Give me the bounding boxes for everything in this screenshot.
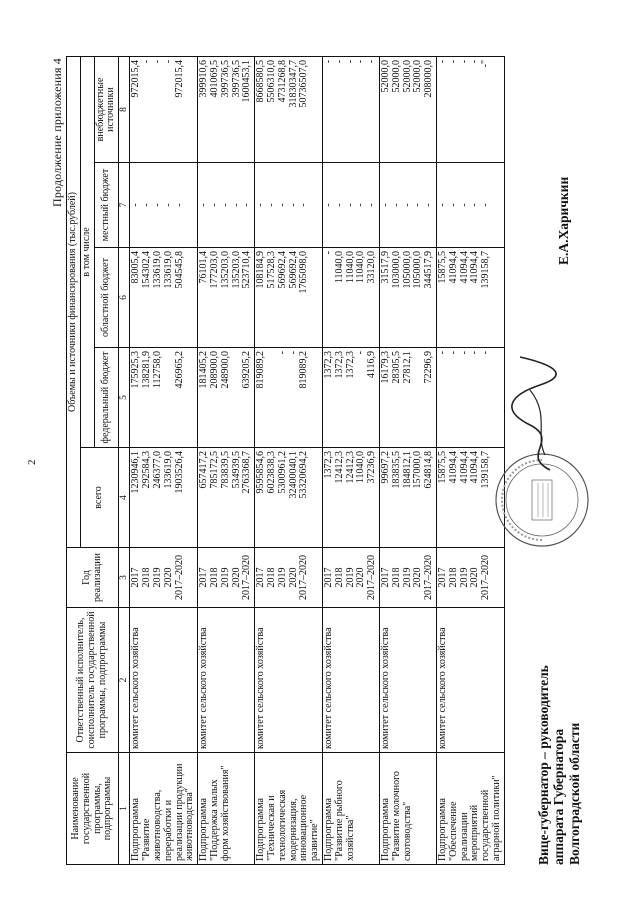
cell-value: 16179,3 xyxy=(379,351,391,384)
header-total: всего xyxy=(80,448,118,548)
total-values xyxy=(379,448,436,548)
cell-value: 2017 xyxy=(130,567,142,588)
cell-value: 33120,0 xyxy=(366,251,378,284)
cell-value: 2020 xyxy=(162,567,174,588)
signature-title-line: Вице-губернатор – руководитель xyxy=(536,665,551,865)
extrabudget-values xyxy=(198,56,255,162)
cell-value: 2018 xyxy=(266,567,277,588)
cell-value: 72296,9 xyxy=(423,351,435,384)
cell-value: 139158,7 xyxy=(480,251,492,289)
year-values xyxy=(322,548,379,608)
cell-value: 177203,0 xyxy=(209,251,221,289)
cell-value: 112758,0 xyxy=(152,351,164,389)
executor-name: комитет сельского хозяйства xyxy=(198,608,255,753)
subprogram-row xyxy=(379,56,436,864)
col-number: 1 xyxy=(119,753,130,865)
cell-value: 53320694,2 xyxy=(298,451,310,499)
cell-value: - xyxy=(241,203,253,207)
cell-value: 15875,5 xyxy=(436,251,448,284)
cell-value: 2017–2020 xyxy=(298,555,310,600)
signature-block xyxy=(536,665,582,865)
cell-value: 50736507,0 xyxy=(298,59,310,108)
cell-value: - xyxy=(322,59,334,64)
funding-table xyxy=(66,56,505,865)
cell-value: - xyxy=(469,351,481,355)
regional-values xyxy=(322,248,379,348)
cell-value: 2019 xyxy=(344,567,356,588)
regional-values xyxy=(198,248,255,348)
cell-value: 1372,3 xyxy=(322,451,334,479)
total-values xyxy=(255,448,323,548)
federal-values xyxy=(436,348,504,448)
cell-value: 624814,8 xyxy=(423,451,435,489)
cell-value: 41094,4 xyxy=(447,451,459,484)
cell-value: - xyxy=(447,59,459,64)
cell-value: 12412,3 xyxy=(333,451,345,484)
col-number: 5 xyxy=(119,348,130,448)
cell-value: 135203,0 xyxy=(219,251,231,289)
cell-value: 569692,4 xyxy=(276,251,288,289)
cell-value: - xyxy=(355,59,367,64)
subprogram-name: Подпрограмма "Обеспечение реализации мероприятий государственной аграрной политики" xyxy=(436,753,504,865)
executor-name: комитет сельского хозяйства xyxy=(255,608,323,753)
cell-value: 2017 xyxy=(379,567,391,588)
cell-value: 2017–2020 xyxy=(423,555,435,600)
cell-value: 31830347,7 xyxy=(287,59,299,108)
cell-value: 1903526,4 xyxy=(173,451,185,494)
cell-value: - xyxy=(287,351,299,355)
cell-value: 2017 xyxy=(322,567,334,588)
cell-value: - xyxy=(230,203,242,207)
cell-value: 401069,5 xyxy=(209,59,221,98)
cell-value: 1372,3 xyxy=(344,351,356,379)
cell-value: 108184,9 xyxy=(255,251,267,289)
cell-value: 11040,0 xyxy=(344,251,356,284)
cell-value: - xyxy=(209,203,221,207)
cell-value xyxy=(267,351,278,444)
cell-value xyxy=(164,351,175,444)
cell-value: 15875,5 xyxy=(436,451,448,484)
cell-value: 2763368,7 xyxy=(241,451,253,494)
cell-value: 517528,3 xyxy=(266,251,277,289)
cell-value: 208900,0 xyxy=(209,351,221,389)
cell-value: 37236,9 xyxy=(366,451,378,484)
local-values xyxy=(379,163,436,248)
subprogram-row xyxy=(130,56,198,864)
cell-value: - xyxy=(162,203,174,207)
signature-title-line: Волгоградской области xyxy=(566,722,582,865)
year-values xyxy=(255,548,323,608)
cell-value: 12412,3 xyxy=(344,451,356,484)
cell-value: 208000,0 xyxy=(423,59,435,98)
cell-value: 246377,0 xyxy=(152,451,164,489)
cell-value: - xyxy=(333,203,345,207)
cell-value: 133619,0 xyxy=(162,251,174,289)
cell-value: 657417,2 xyxy=(198,451,210,489)
cell-value: 2017–2020 xyxy=(173,555,185,600)
cell-value: 399736,5 xyxy=(230,59,242,98)
signature-title-line: аппарата Губернатора xyxy=(551,728,567,865)
cell-value: 133619,0 xyxy=(152,251,164,289)
cell-value: - xyxy=(198,203,210,207)
cell-value: - xyxy=(458,203,470,207)
extrabudget-values xyxy=(379,56,436,162)
cell-value: - xyxy=(458,59,470,64)
extrabudget-values xyxy=(130,56,198,162)
regional-values xyxy=(130,248,198,348)
cell-value: 504545,8 xyxy=(173,251,185,289)
col-number: 8 xyxy=(119,56,130,162)
local-values xyxy=(255,163,323,248)
cell-value: 135203,0 xyxy=(230,251,242,289)
page-number: 2 xyxy=(26,459,38,465)
cell-value: - xyxy=(322,203,334,207)
handwritten-signature xyxy=(500,355,570,475)
cell-value: 2020 xyxy=(469,567,481,588)
cell-value: - xyxy=(480,203,492,207)
cell-value: 28305,5 xyxy=(390,351,402,384)
cell-value: 2017–2020 xyxy=(366,555,378,600)
year-values xyxy=(198,548,255,608)
cell-value: - xyxy=(469,59,481,64)
cell-value: - xyxy=(423,203,435,207)
executor-name: комитет сельского хозяйства xyxy=(379,608,436,753)
extrabudget-values xyxy=(436,56,504,162)
cell-value: 292584,3 xyxy=(141,451,153,489)
cell-value: 2017 xyxy=(198,567,210,588)
header-extrabudget: внебюджетные источники xyxy=(94,56,119,162)
cell-value: 5506310,0 xyxy=(266,59,277,103)
cell-value: 2018 xyxy=(333,567,345,588)
cell-value: - xyxy=(152,59,164,64)
cell-value: 2019 xyxy=(152,567,164,588)
cell-value: 4116,9 xyxy=(366,351,378,379)
cell-value: 2017 xyxy=(255,567,267,588)
cell-value: 344517,9 xyxy=(423,251,435,289)
cell-value: 52000,0 xyxy=(379,59,391,93)
cell-value: 783839,5 xyxy=(219,451,231,489)
total-values xyxy=(198,448,255,548)
header-year: Год реализации xyxy=(67,548,119,608)
cell-value: - xyxy=(366,203,378,207)
cell-value: 11040,0 xyxy=(333,251,345,284)
subprogram-name: Подпрограмма "Развитие рыбного хозяйства" xyxy=(322,753,379,865)
subprogram-row xyxy=(322,56,379,864)
cell-value: 4731268,8 xyxy=(276,59,288,103)
cell-value: 181405,2 xyxy=(198,351,210,389)
cell-value: 1600453,1 xyxy=(241,59,253,103)
col-number: 4 xyxy=(119,448,130,548)
cell-value: - xyxy=(436,203,448,207)
regional-values xyxy=(255,248,323,348)
cell-value: 9595854,6 xyxy=(255,451,267,494)
cell-value: 11040,0 xyxy=(355,251,367,284)
cell-value: - xyxy=(141,59,153,64)
executor-name: комитет сельского хозяйства xyxy=(322,608,379,753)
cell-value: 1230946,1 xyxy=(130,451,142,494)
federal-values xyxy=(198,348,255,448)
regional-values xyxy=(379,248,436,348)
total-values xyxy=(130,448,198,548)
cell-value: - xyxy=(412,203,424,207)
cell-value: 1372,3 xyxy=(322,351,334,379)
federal-values xyxy=(255,348,323,448)
cell-value: - xyxy=(130,203,142,207)
cell-value: - xyxy=(401,203,413,207)
header-including: в том числе xyxy=(80,56,94,447)
cell-value: - xyxy=(390,203,402,207)
cell-value: 2018 xyxy=(447,567,459,588)
cell-value: 2017 xyxy=(436,567,448,588)
cell-value: 2018 xyxy=(390,567,402,588)
cell-value: - xyxy=(355,203,367,207)
cell-value: 183835,5 xyxy=(390,451,402,489)
cell-value: 2019 xyxy=(458,567,470,588)
cell-value: 2018 xyxy=(141,567,153,588)
cell-value: - xyxy=(276,203,288,207)
cell-value: - xyxy=(447,203,459,207)
cell-value: - xyxy=(447,351,459,355)
cell-value: - xyxy=(255,203,267,207)
subprogram-name: Подпрограмма "Развитие животноводства, переработки и реализации продукции животноводства" xyxy=(130,753,198,865)
cell-value: - xyxy=(219,203,231,207)
cell-value: - xyxy=(458,351,470,355)
header-local: местный бюджет xyxy=(94,163,119,248)
cell-value: - xyxy=(298,203,310,207)
cell-value: 41094,4 xyxy=(458,251,470,284)
continuation-note: Продолжение приложения 4 xyxy=(50,58,64,208)
cell-value: 2020 xyxy=(287,567,299,588)
cell-value: 133619,0 xyxy=(162,451,174,489)
cell-value: 399910,6 xyxy=(198,59,210,98)
cell-value: 523710,4 xyxy=(241,251,253,289)
cell-value: 83005,4 xyxy=(130,251,142,284)
header-funding-group: Объемы и источники финансирования (тыс.рублей) xyxy=(67,56,81,547)
cell-value: 2017–2020 xyxy=(241,555,253,600)
cell-value: 819089,2 xyxy=(255,351,267,389)
cell-value: 76101,4 xyxy=(198,251,210,284)
cell-value: 103000,0 xyxy=(390,251,402,289)
cell-value: 2019 xyxy=(276,567,288,588)
cell-value: - xyxy=(287,203,299,207)
executor-name: комитет сельского хозяйства xyxy=(436,608,504,753)
cell-value: 139158,7 xyxy=(480,451,492,489)
column-numbers-row xyxy=(119,56,130,864)
local-values xyxy=(436,163,504,248)
cell-value: - xyxy=(152,203,164,207)
cell-value: 569692,4 xyxy=(287,251,299,289)
subprogram-name: Подпрограмма "Развитие молочного скотоводства" xyxy=(379,753,436,865)
cell-value: 426965,2 xyxy=(173,351,185,389)
cell-value: 2018 xyxy=(209,567,221,588)
cell-value: 5300961,2 xyxy=(276,451,288,494)
extrabudget-values xyxy=(322,56,379,162)
cell-value: - xyxy=(344,203,356,207)
cell-value: 399736,5 xyxy=(219,59,231,98)
cell-value: 2020 xyxy=(355,567,367,588)
cell-value: 2019 xyxy=(401,567,413,588)
cell-value: 99697,2 xyxy=(379,451,391,484)
cell-value: 972015,4 xyxy=(130,59,142,98)
cell-value: - xyxy=(141,203,153,207)
col-number: 3 xyxy=(119,548,130,608)
cell-value: 785172,5 xyxy=(209,451,221,489)
cell-value: 31517,9 xyxy=(379,251,391,284)
cell-value: - xyxy=(322,251,334,255)
year-values xyxy=(379,548,436,608)
cell-value: 248900,0 xyxy=(219,351,231,389)
signatory-name: Е.А.Харичкин xyxy=(556,176,571,265)
cell-value: 41094,4 xyxy=(469,251,481,284)
cell-value: - xyxy=(469,203,481,207)
federal-values xyxy=(130,348,198,448)
cell-value: 1765098,0 xyxy=(298,251,310,294)
header-program-name: Наименование государственной программы, подпрограммы xyxy=(67,753,119,865)
local-values xyxy=(322,163,379,248)
cell-value: 105000,0 xyxy=(401,251,413,289)
cell-value: 41094,4 xyxy=(469,451,481,484)
cell-value: 2020 xyxy=(412,567,424,588)
cell-value: 534939,5 xyxy=(230,451,242,489)
cell-value: 1372,3 xyxy=(333,351,345,379)
subprogram-name: Подпрограмма "Техническая и технологическая модернизация, инновационное развитие" xyxy=(255,753,323,865)
cell-value: - xyxy=(366,59,378,64)
cell-value: 32400040,1 xyxy=(287,451,299,499)
cell-value: - xyxy=(266,203,277,207)
col-number: 6 xyxy=(119,248,130,348)
cell-value: 157000,0 xyxy=(412,451,424,489)
executor-name: комитет сельского хозяйства xyxy=(130,608,198,753)
cell-value: - xyxy=(173,203,185,207)
cell-value: 2017–2020 xyxy=(480,555,492,600)
subprogram-row xyxy=(255,56,323,864)
cell-value: 2019 xyxy=(219,567,231,588)
cell-value: - xyxy=(333,59,345,64)
cell-value: 2020 xyxy=(230,567,242,588)
cell-value: 27812,1 xyxy=(401,351,413,384)
cell-value: 175925,3 xyxy=(130,351,142,389)
year-values xyxy=(436,548,504,608)
regional-values xyxy=(436,248,504,348)
cell-value: 819089,2 xyxy=(298,351,310,389)
subprogram-name: Подпрограмма "Поддержка малых форм хозяйствования" xyxy=(198,753,255,865)
cell-value: 6023838,3 xyxy=(266,451,277,494)
cell-value: 639205,2 xyxy=(241,351,253,389)
local-values xyxy=(130,163,198,248)
header-executor: Ответственный исполнитель, соисполнитель государственной программы, подпрограммы xyxy=(67,608,119,753)
cell-value: 154302,4 xyxy=(141,251,153,289)
col-number: 7 xyxy=(119,163,130,248)
header-federal: федеральный бюджет xyxy=(94,348,119,448)
cell-value: - xyxy=(436,59,448,64)
cell-value: 52000,0 xyxy=(412,59,424,93)
cell-value: 11040,0 xyxy=(355,451,367,484)
cell-value: 52000,0 xyxy=(390,59,402,93)
cell-value: - xyxy=(436,351,448,355)
local-values xyxy=(198,163,255,248)
cell-value: 184812,1 xyxy=(401,451,413,489)
header-regional: областной бюджет xyxy=(94,248,119,348)
cell-value: 972015,4 xyxy=(173,59,185,98)
cell-value: -" xyxy=(480,59,492,68)
total-values xyxy=(322,448,379,548)
cell-value: - xyxy=(276,351,288,355)
cell-value: 8668580,5 xyxy=(255,59,267,103)
cell-value: 41094,4 xyxy=(458,451,470,484)
cell-value: 138281,9 xyxy=(141,351,153,389)
federal-values xyxy=(379,348,436,448)
subprogram-row xyxy=(198,56,255,864)
cell-value: 41094,4 xyxy=(447,251,459,284)
cell-value: - xyxy=(379,203,391,207)
cell-value: 105000,0 xyxy=(412,251,424,289)
col-number: 2 xyxy=(119,608,130,753)
year-values xyxy=(130,548,198,608)
cell-value: - xyxy=(480,351,492,355)
cell-value: - xyxy=(355,351,367,355)
cell-value: 52000,0 xyxy=(401,59,413,93)
extrabudget-values xyxy=(255,56,323,162)
cell-value: - xyxy=(344,59,356,64)
federal-values xyxy=(322,348,379,448)
cell-value: - xyxy=(162,59,174,64)
